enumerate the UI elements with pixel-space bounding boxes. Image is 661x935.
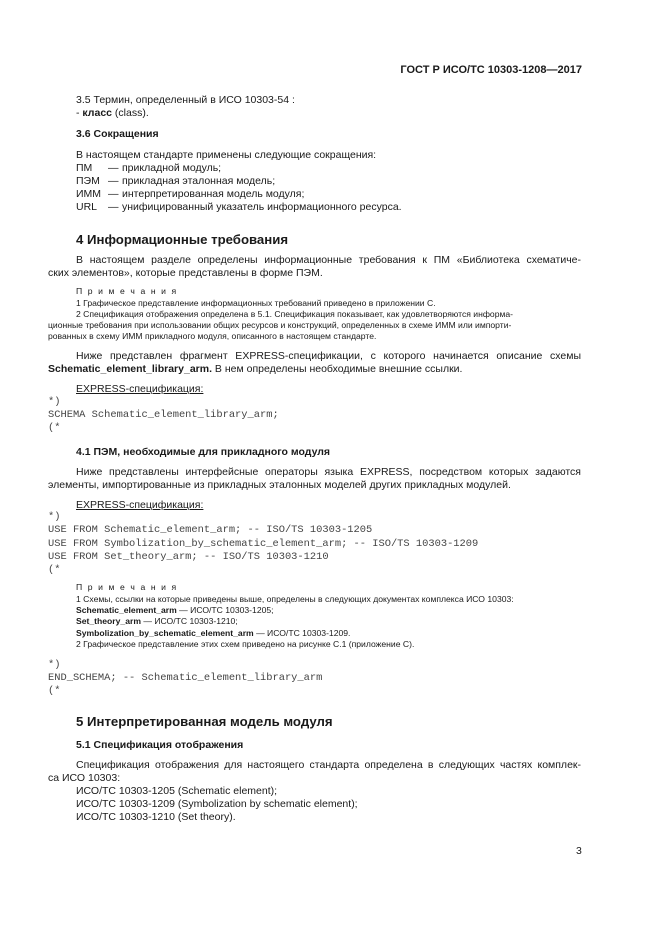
section-heading-4: 4 Информационные требования [76,232,289,247]
schema-ref: Schematic_element_arm — ИСО/ТС 10303-1205; [76,605,274,615]
note-line: рованных в схему ИММ прикладного модуля, описанного в настоящем стандарте. [48,331,377,341]
abbreviation-item: ПЭМ — прикладная эталонная модель; [76,175,276,187]
paragraph-line: са ИСО 10303: [48,772,121,784]
code-line: USE FROM Symbolization_by_schematic_element_arm; -- ISO/TS 10303-1209 [48,538,479,550]
term-reference: 3.5 Термин, определенный в ИСО 10303-54 : [76,94,295,106]
abbreviations-intro: В настоящем стандарте применены следующие сокращения: [76,149,377,161]
code-line: (* [48,564,61,576]
code-line: *) [48,511,61,523]
list-item: ИСО/ТС 10303-1210 (Set theory). [76,811,236,823]
code-line: END_SCHEMA; -- Schematic_element_library_arm [48,672,323,684]
list-item: ИСО/ТС 10303-1209 (Symbolization by schematic element); [76,798,358,810]
code-line: (* [48,422,61,434]
document-header: ГОСТ Р ИСО/ТС 10303-1208—2017 [400,64,582,76]
term-word: класс [82,107,112,119]
term-item: - класс (class). [76,107,149,119]
express-label: EXPRESS-спецификация: [76,383,204,395]
paragraph-line: Ниже представлен фрагмент EXPRESS-спецификации, с которого начинается описание схемы [76,350,581,362]
schema-ref: Set_theory_arm — ИСО/ТС 10303-1210; [76,616,238,626]
code-line: SCHEMA Schematic_element_library_arm; [48,409,279,421]
code-line: (* [48,685,61,697]
paragraph-line: В настоящем разделе определены информационные требования к ПМ «Библиотека схематиче- [76,254,581,266]
note-line: 2 Графическое представление этих схем приведено на рисунке С.1 (приложение С). [76,639,415,649]
code-line: *) [48,396,61,408]
paragraph-line: Спецификация отображения для настоящего стандарта определена в следующих частях комплек- [76,759,581,771]
abbreviation-item: URL — унифицированный указатель информационного ресурса. [76,201,402,213]
code-line: USE FROM Set_theory_arm; -- ISO/TS 10303-1210 [48,551,329,563]
section-heading-4-1: 4.1 ПЭМ, необходимые для прикладного модуля [76,446,331,458]
list-item: ИСО/ТС 10303-1205 (Schematic element); [76,785,278,797]
abbreviation-item: ИММ — интерпретированная модель модуля; [76,188,305,200]
schema-name: Schematic_element_library_arm. [48,363,213,375]
notes-title: П р и м е ч а н и я [76,286,178,296]
page-number: 3 [576,845,582,857]
section-heading-5-1: 5.1 Спецификация отображения [76,739,244,751]
abbreviation-item: ПМ — прикладной модуль; [76,162,222,174]
note-line: ционные требования при использовании общих ресурсов и конструкций, определенных в схеме ИММ или импорти- [48,320,512,330]
note-line: 1 Графическое представление информационных требований приведено в приложении С. [76,298,436,308]
note-line: 1 Схемы, ссылки на которые приведены выше, определены в следующих документах комплекса ИСО 10303: [76,594,514,604]
note-line: 2 Спецификация отображения определена в 5.1. Спецификация показывает, как удовлетворяются информа- [76,309,514,319]
section-heading-5: 5 Интерпретированная модель модуля [76,714,333,729]
paragraph-line: Schematic_element_library_arm. В нем определены необходимые внешние ссылки. [48,363,463,375]
paragraph-line: Ниже представлены интерфейсные операторы языка EXPRESS, посредством которых задаются [76,466,581,478]
code-line: *) [48,659,61,671]
paragraph-line: элементы, импортированные из прикладных эталонных моделей других прикладных модулей. [48,479,511,491]
notes-title: П р и м е ч а н и я [76,582,178,592]
schema-ref: Symbolization_by_schematic_element_arm — ИСО/ТС 10303-1209. [76,628,351,638]
code-line: USE FROM Schematic_element_arm; -- ISO/TS 10303-1205 [48,524,373,536]
section-heading-3-6: 3.6 Сокращения [76,128,159,140]
paragraph-line: ских элементов», которые представлены в форме ПЭМ. [48,267,323,279]
express-label: EXPRESS-спецификация: [76,499,204,511]
